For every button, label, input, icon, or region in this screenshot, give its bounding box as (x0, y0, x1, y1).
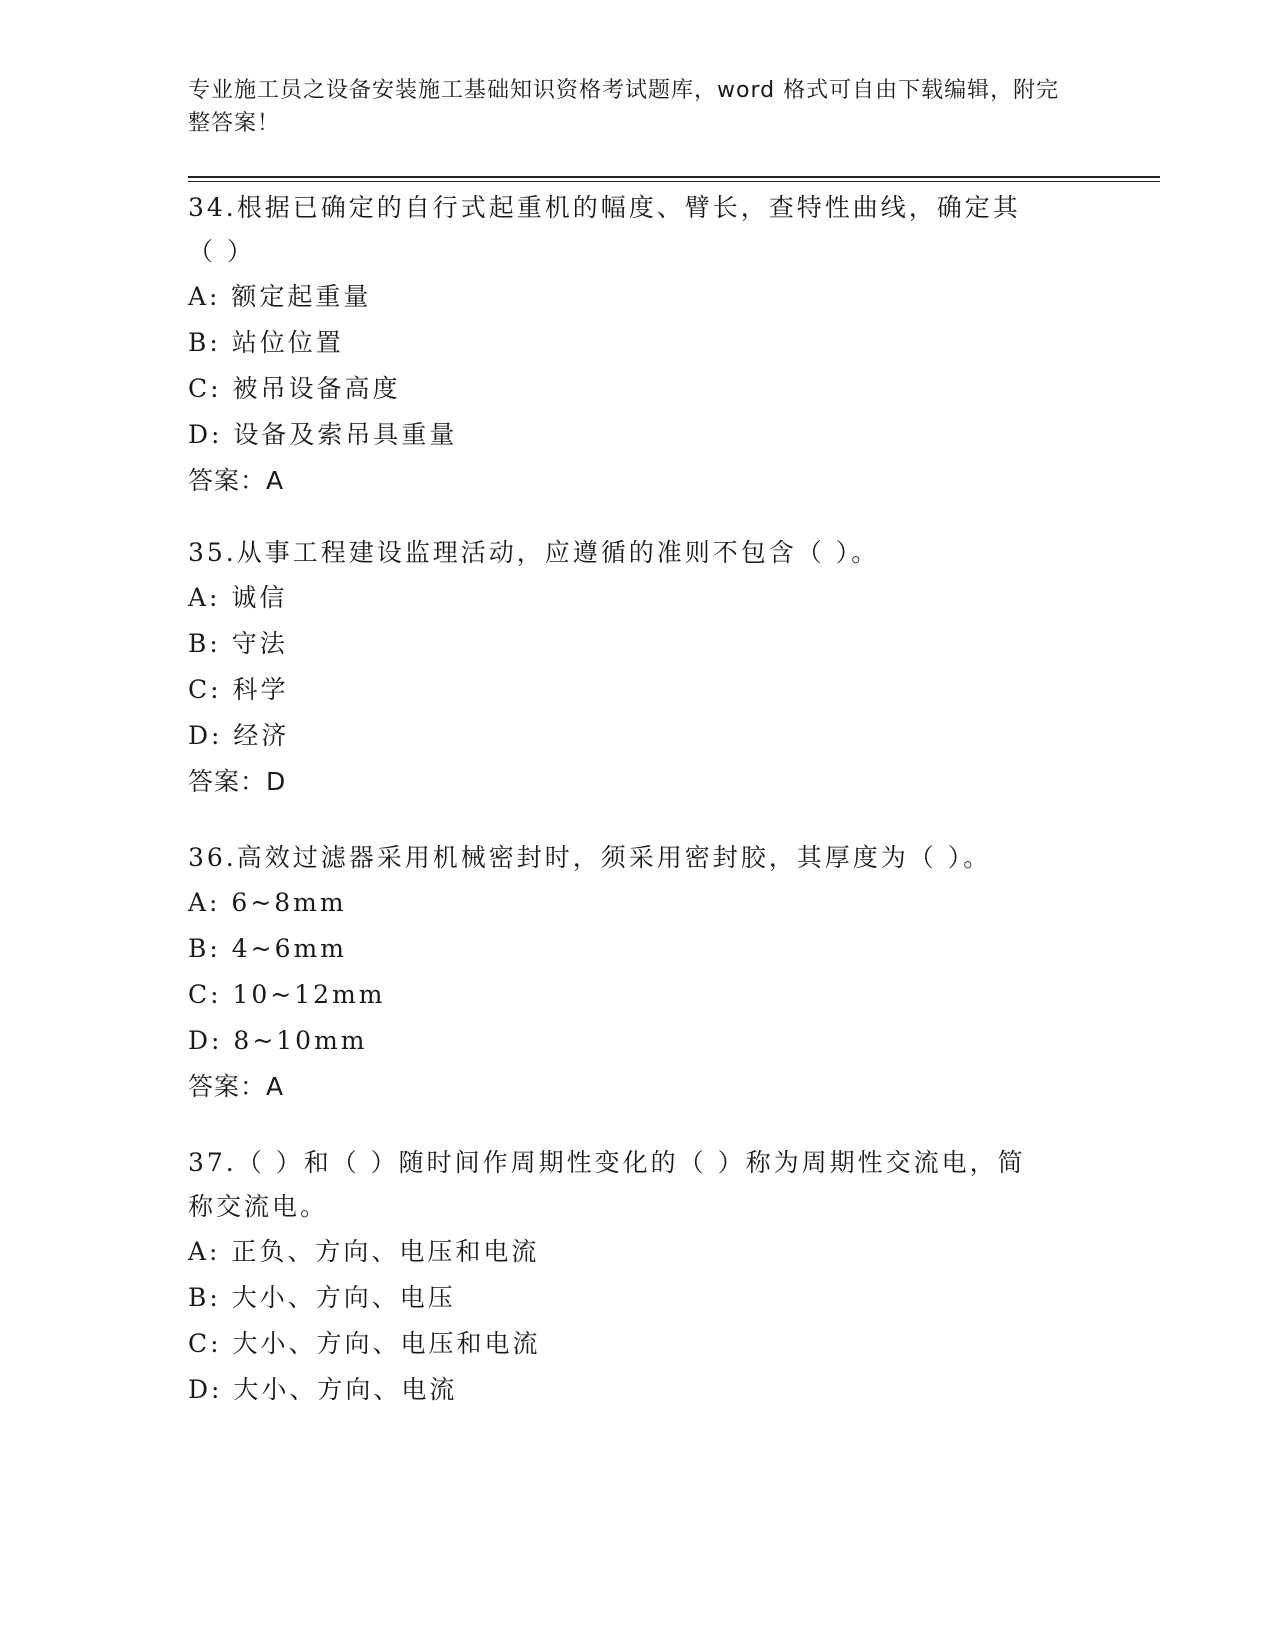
question-stem: 35.从事工程建设监理活动，应遵循的准则不包含（ ）。 (188, 538, 880, 567)
question-37 (188, 1141, 1088, 1413)
header-divider-thick (188, 176, 1160, 178)
option-b: B: 大小、方向、电压 (188, 1283, 456, 1312)
question-35 (188, 531, 1088, 805)
option-d: D: 8~10mm (188, 1026, 368, 1055)
question-34 (188, 186, 1088, 504)
option-d: D: 设备及索吊具重量 (188, 420, 458, 449)
option-c: C: 大小、方向、电压和电流 (188, 1329, 541, 1358)
option-d: D: 经济 (188, 721, 290, 750)
question-stem: 36.高效过滤器采用机械密封时，须采用密封胶，其厚度为（ ）。 (188, 843, 992, 872)
option-c: C: 10~12mm (188, 980, 386, 1009)
question-stem: 37.（ ）和（ ）随时间作周期性变化的（ ）称为周期性交流电，简称交流电。 (188, 1148, 1026, 1221)
option-b: B: 站位位置 (188, 328, 344, 357)
header-divider-thin (188, 181, 1160, 182)
question-36 (188, 836, 1088, 1110)
answer-line: 答案：A (188, 466, 285, 495)
answer-line: 答案：D (188, 767, 287, 796)
option-c: C: 被吊设备高度 (188, 374, 401, 403)
option-b: B: 守法 (188, 629, 288, 658)
option-a: A: 诚信 (188, 583, 288, 612)
option-a: A: 正负、方向、电压和电流 (188, 1237, 540, 1266)
option-c: C: 科学 (188, 675, 289, 704)
option-a: A: 6~8mm (188, 888, 347, 917)
question-stem: 34.根据已确定的自行式起重机的幅度、臂长，查特性曲线，确定其（ ） (188, 193, 1021, 266)
document-header: 专业施工员之设备安装施工基础知识资格考试题库，word 格式可自由下载编辑，附完整答案！ (188, 78, 1060, 136)
option-b: B: 4~6mm (188, 934, 347, 963)
option-d: D: 大小、方向、电流 (188, 1375, 458, 1404)
option-a: A: 额定起重量 (188, 282, 372, 311)
answer-line: 答案：A (188, 1072, 285, 1101)
